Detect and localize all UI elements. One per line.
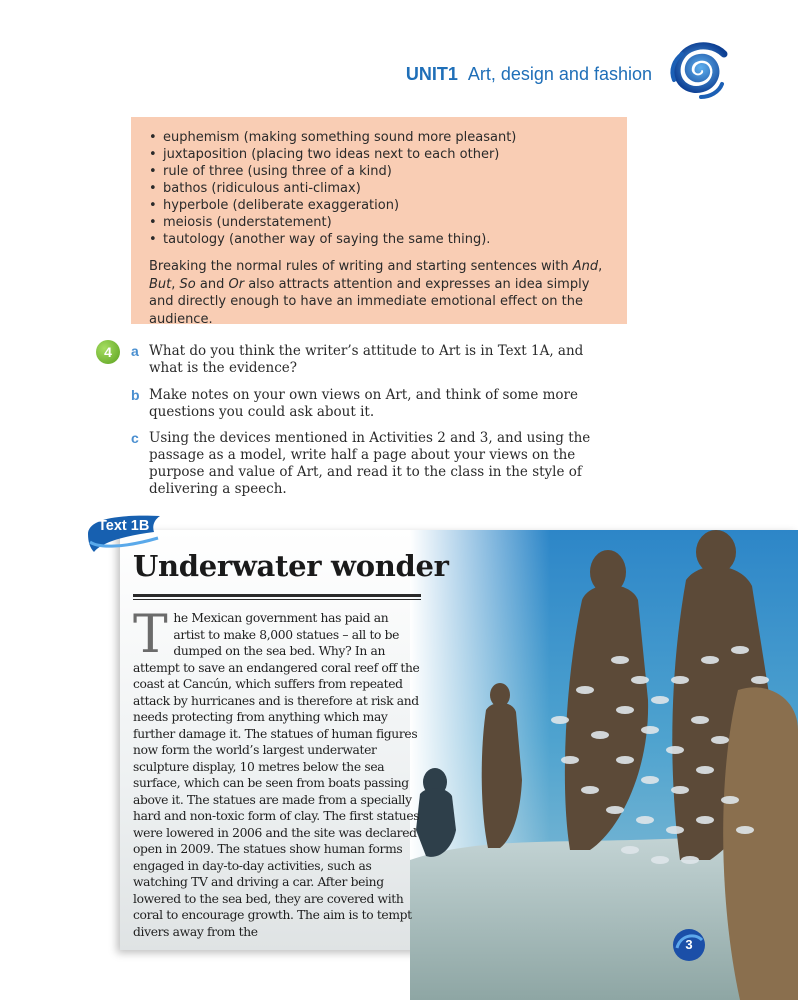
question-text: What do you think the writer’s attitude to Art is in Text 1A, and what is the evidence? xyxy=(149,343,584,376)
unit-number: 1 xyxy=(447,64,458,84)
language-devices-box xyxy=(131,117,627,327)
unit-title: Art, design and fashion xyxy=(467,64,652,84)
list-item: • meiosis (understatement) xyxy=(149,214,609,231)
question-letter: c xyxy=(131,430,139,446)
drop-cap: T xyxy=(133,605,168,665)
page-number-wrap xyxy=(672,928,706,962)
list-item: • euphemism (making something sound more pleasant) xyxy=(149,129,609,146)
question-text: Make notes on your own views on Art, and think of some more questions you could ask about it. xyxy=(149,387,579,420)
article-body xyxy=(133,605,421,940)
activity-question-b xyxy=(131,387,601,421)
devices-list xyxy=(149,129,609,248)
title-rule xyxy=(133,594,421,597)
article-text: he Mexican government has paid an artist to make 8,000 statues – all to be dumped on the sea bed. Why? In an attempt to save an endangered coral reef off the coast at Cancún, which suffers from repeated attack by hurricanes and is therefore at risk and needs protecting from anything which may further damage it. The statues of human figures now form the world’s largest underwater sculpture display, 10 metres below the sea surface, which can be seen from boats passing above it. The statues are made from a specially hard and non-toxic form of clay. The first statues were lowered in 2006 and the site was declared open in 2009. The statues show human forms engaged in day-to-day activities, such as watching TV and driving a car. After being lowered to the sea bed, they are covered with coral to encourage growth. The aim is to tempt divers away from the xyxy=(133,611,420,939)
list-item: • hyperbole (deliberate exaggeration) xyxy=(149,197,609,214)
title-rule-thin xyxy=(133,599,421,600)
spiral-wave-icon xyxy=(664,40,732,100)
activity-number-badge: 4 xyxy=(96,340,120,364)
devices-paragraph: Breaking the normal rules of writing and starting sentences with And, But, So and Or also attracts attention and expresses an idea simply and directly enough to have an immediate emotional effect on the audience. xyxy=(149,259,603,327)
unit-label: UNIT xyxy=(405,64,448,84)
activity-question-a xyxy=(131,343,601,377)
question-letter: b xyxy=(131,387,140,403)
article-title: Underwater wonder xyxy=(133,549,449,583)
question-letter: a xyxy=(131,343,139,359)
list-item: • tautology (another way of saying the same thing). xyxy=(149,231,609,248)
question-text: Using the devices mentioned in Activities 2 and 3, and using the passage as a model, write half a page about your views on the purpose and value of Art, and read it to the class in the style of delivering a speech. xyxy=(149,430,591,497)
text-tab-label: Text 1B xyxy=(98,518,150,534)
unit-header xyxy=(406,64,652,85)
list-item: • rule of three (using three of a kind) xyxy=(149,163,609,180)
activity-question-c xyxy=(131,430,601,498)
list-item: • bathos (ridiculous anti-climax) xyxy=(149,180,609,197)
list-item: • juxtaposition (placing two ideas next to each other) xyxy=(149,146,609,163)
page-number: 3 xyxy=(685,937,693,952)
